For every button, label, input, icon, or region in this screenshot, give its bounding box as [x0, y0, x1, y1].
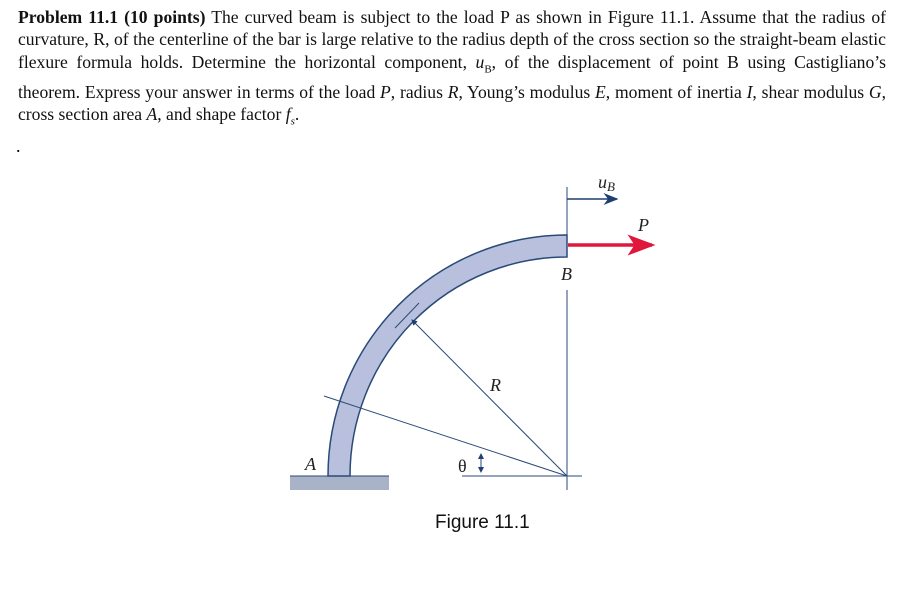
text: , cross section area [18, 81, 887, 125]
var-a: A [146, 104, 158, 125]
figure-caption: Figure 11.1 [435, 512, 530, 533]
radius-line [412, 320, 567, 476]
var-u: u [475, 51, 485, 72]
theta-line [324, 396, 567, 476]
var-f: f [285, 104, 291, 125]
text: , radius [390, 81, 448, 102]
text: , and shape factor [157, 104, 286, 125]
label-P: P [638, 215, 649, 235]
label-uB: uB [598, 172, 615, 194]
var-g: G [868, 81, 882, 102]
label-theta: θ [458, 456, 467, 476]
label-B: B [561, 264, 572, 284]
text: , of the displacement of point B using Castigliano’s theorem. Express your answer in terms of the load [18, 51, 886, 102]
text: The curved beam is subject to the load P as shown in Figure 11.1. Assume that the radius of curvature, R, of the centerline of the bar is large relative to the radius depth of the cross section so the straight-beam elastic flexure formula holds. Determine the horizontal component, [18, 7, 886, 72]
var-r: R [447, 81, 459, 102]
label-A: A [305, 454, 316, 474]
var-i: I [746, 81, 753, 102]
text: , moment of inertia [605, 81, 747, 102]
var-e: E [595, 81, 606, 102]
sub: B [484, 63, 492, 76]
text: . [294, 104, 300, 125]
text: , Young’s modulus [458, 81, 596, 102]
text: , shear modulus [752, 81, 869, 102]
sub: s [290, 115, 295, 128]
var-p: P [380, 81, 391, 102]
label-R: R [490, 375, 501, 395]
stray-dot: . [16, 136, 21, 156]
problem-heading: Problem 11.1 (10 points) [18, 7, 206, 27]
ground-support [290, 476, 389, 490]
